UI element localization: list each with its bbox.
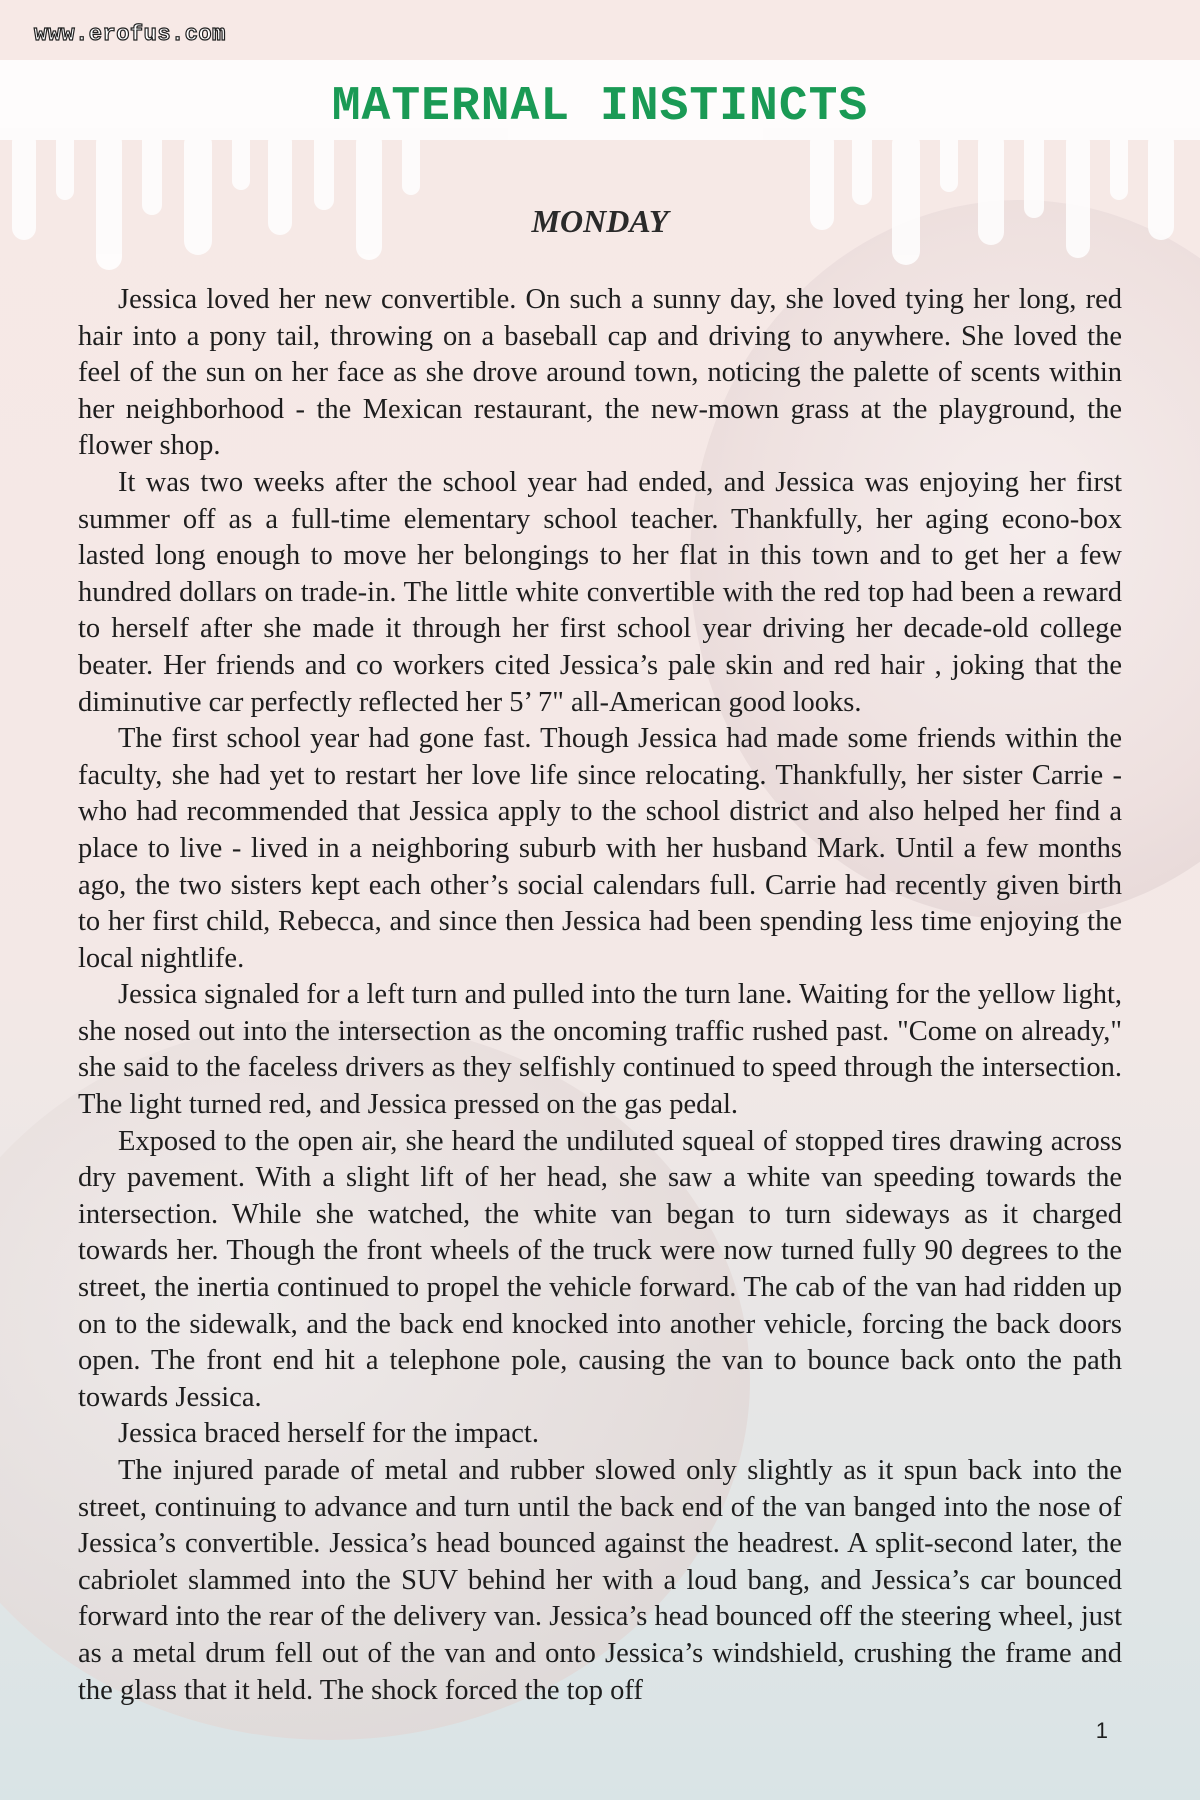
paragraph: Jessica braced herself for the impact.	[118, 1418, 539, 1450]
page-number: 1	[1095, 1718, 1108, 1743]
paragraph: The injured parade of metal and rubber slowed only slightly as it spun back into the street, continuing to advance and turn until the back end of the van banged into the nose of Jessica’s convertible. Jessica’s head bounced against the headrest. A split-second later, the cabriolet slammed into the SUV behind her with a loud bang, and Jessica’s car bounced forward into the rear of the delivery van. Jessica’s head bounced off the steering wheel, just as a metal drum fell out of the van and onto Jessica’s windshield, crushing the frame and the glass that it held. The shock forced the top off	[78, 1455, 1122, 1706]
chapter-heading: MONDAY	[531, 203, 669, 239]
site-watermark: www.erofus.com	[34, 22, 226, 47]
story-body	[78, 282, 1122, 1709]
paragraph: It was two weeks after the school year had ended, and Jessica was enjoying her first summer off as a full-time elementary school teacher. Thankfully, her aging econo-box lasted long enough to move her belongings to her flat in this town and to get her a few hundred dollars on trade-in. The little white convertible with the red top had been a reward to herself after she made it through her first school year driving her decade-old college beater. Her friends and co workers cited Jessica’s pale skin and red hair , joking that the diminutive car perfectly reflected her 5’ 7" all-American good looks.	[78, 466, 1122, 718]
paragraph: Jessica loved her new convertible. On such a sunny day, she loved tying her long, red hair into a pony tail, throwing on a baseball cap and driving to anywhere. She loved the feel of the sun on her face as she drove around town, noticing the palette of scents within her neighborhood - the Mexican restaurant, the new-mown grass at the playground, the flower shop.	[78, 284, 1122, 462]
page-title: MATERNAL INSTINCTS	[331, 80, 869, 134]
paragraph: Jessica signaled for a left turn and pulled into the turn lane. Waiting for the yellow light, she nosed out into the intersection as the oncoming traffic rushed past. "Come on already," she said to the faceless drivers as they selfishly continued to speed through the intersection. The light turned red, and Jessica pressed on the gas pedal.	[78, 979, 1122, 1121]
paragraph: The first school year had gone fast. Though Jessica had made some friends within the faculty, she had yet to restart her love life since relocating. Thankfully, her sister Carrie - who had recommended that Jessica apply to the school district and also helped her find a place to live - lived in a neighboring suburb with her husband Mark. Until a few months ago, the two sisters kept each other’s social calendars full. Carrie had recently given birth to her first child, Rebecca, and since then Jessica had been spending less time enjoying the local nightlife.	[78, 723, 1122, 974]
paragraph: Exposed to the open air, she heard the undiluted squeal of stopped tires drawing across dry pavement. With a slight lift of her head, she saw a white van speeding towards the intersection. While she watched, the white van began to turn sideways as it charged towards her. Though the front wheels of the truck were now turned fully 90 degrees to the street, the inertia continued to propel the vehicle forward. The cab of the van had ridden up on to the sidewalk, and the back end knocked into another vehicle, forcing the back doors open. The front end hit a telephone pole, causing the van to bounce back onto the path towards Jessica.	[78, 1125, 1122, 1413]
